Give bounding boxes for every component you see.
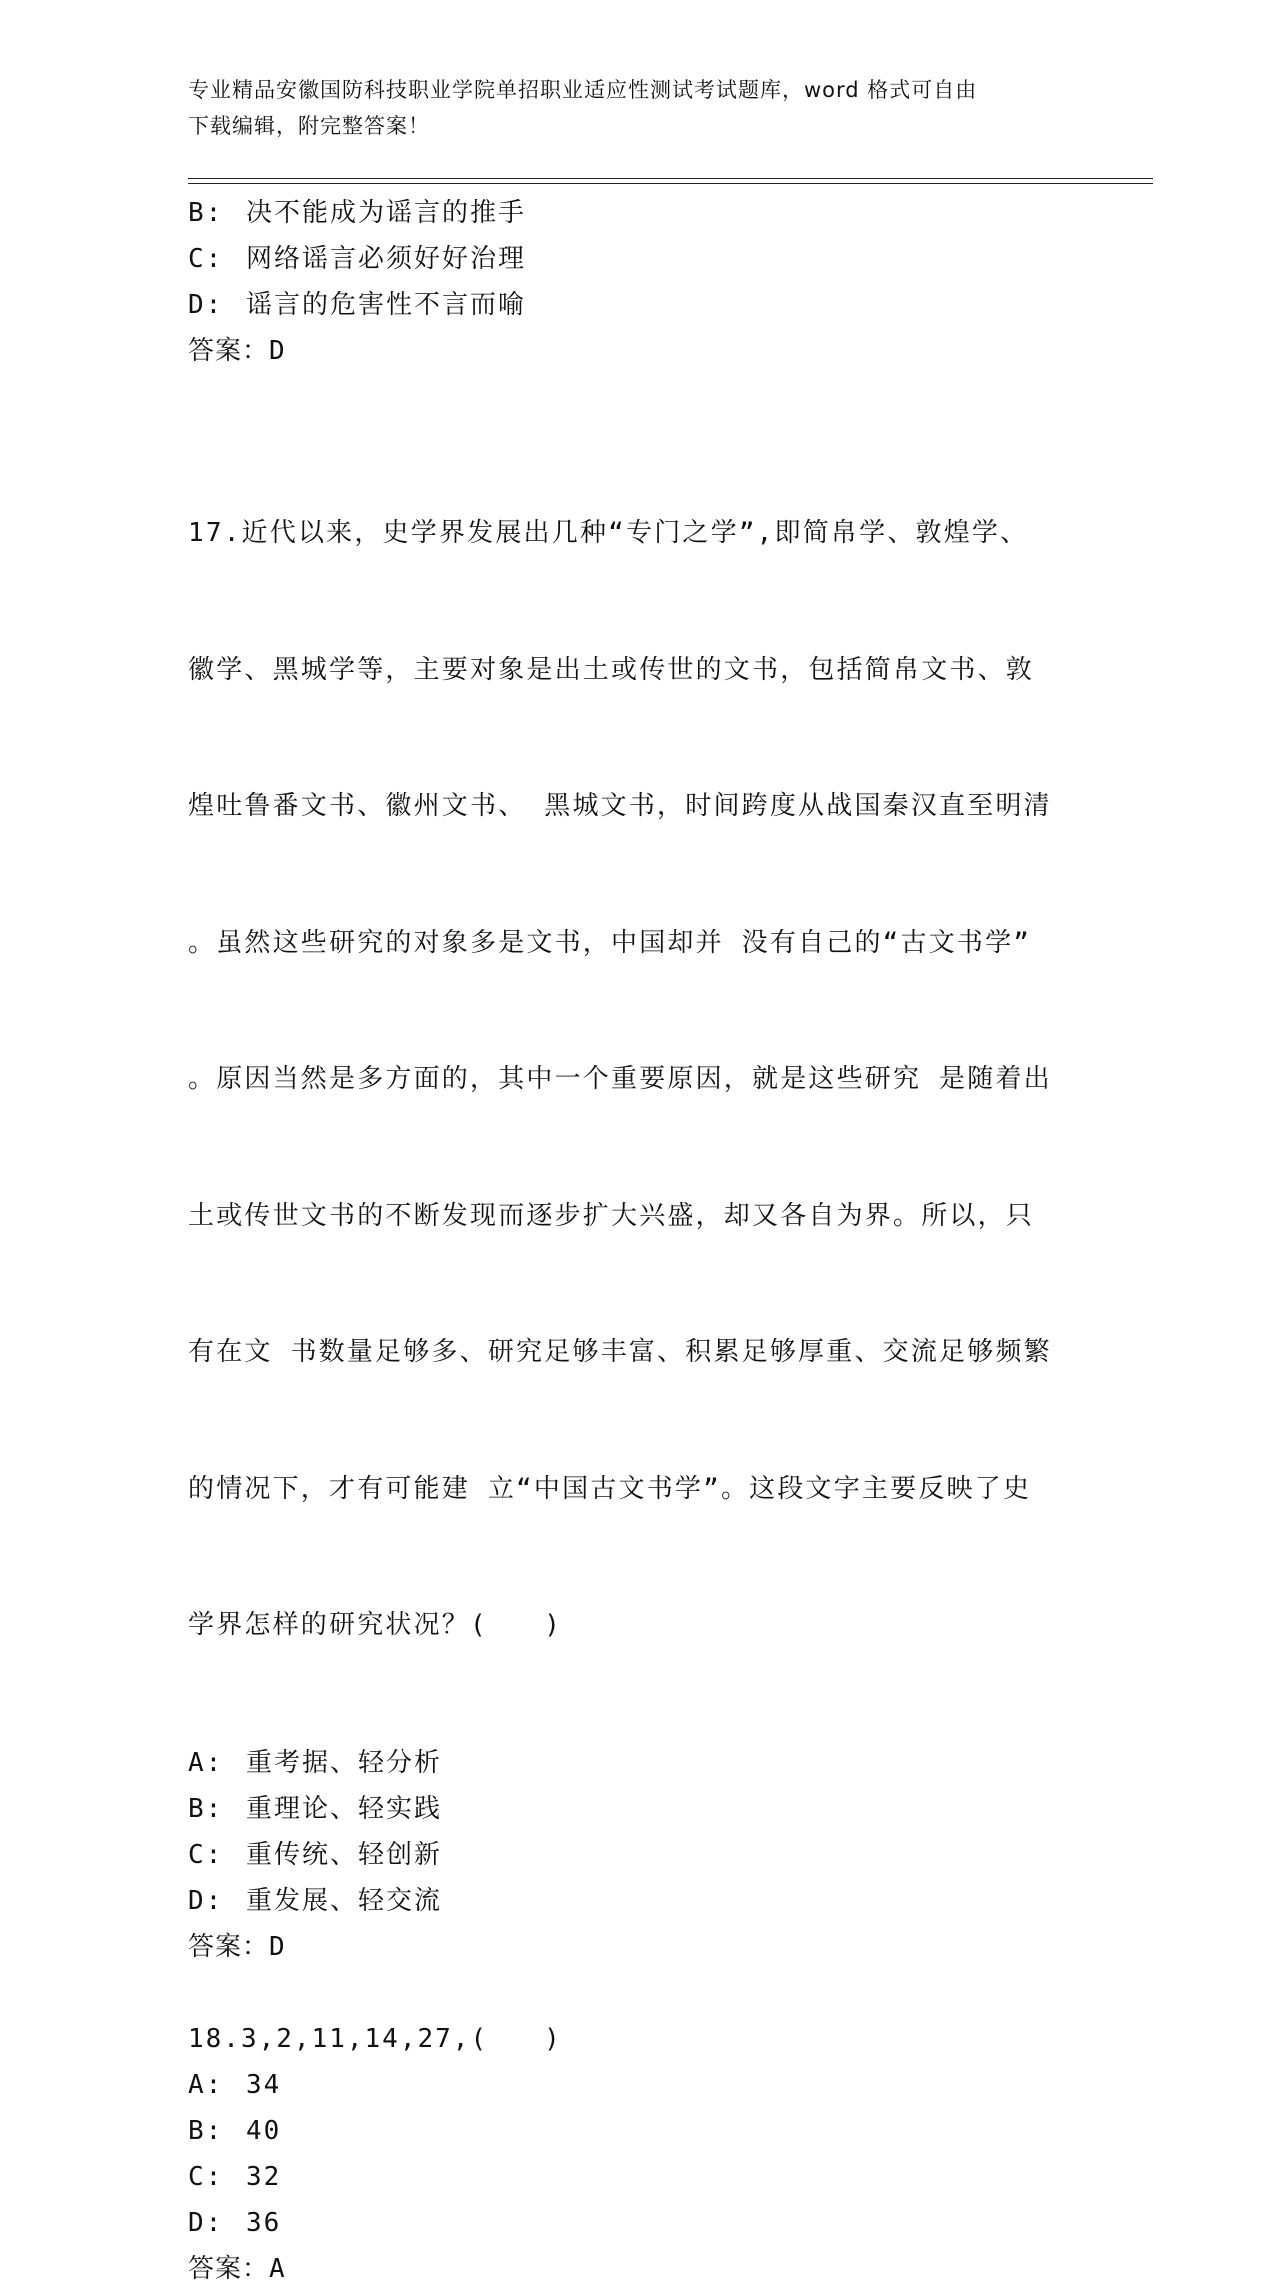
answer-line: 答案：A [188, 2253, 286, 2284]
option-a: A: 重考据、轻分析 [188, 1747, 443, 1778]
document-body [188, 190, 1088, 2292]
option-b: B: 重理论、轻实践 [188, 1793, 443, 1824]
option-a: A: 34 [188, 2069, 282, 2100]
answer-line: 答案：D [188, 336, 286, 366]
question-17-stem: 17.近代以来，史学界发展出几种“专门之学”,即简帛学、敦煌学、 徽学、黑城学等，主要对象是出土或传世的文书，包括简帛文书、敦 煌吐鲁番文书、徽州文书、 黑城文书，时间跨度从战国秦汉直至明清 。虽然这些研究的对象多是文书，中国却并 没有自己的“古文书学” 。原因当然是多方面的，其中一个重要原因，就是这些研究 是随着出 土或传世文书的不断发现而逐步扩大兴盛，却又各自为界。所以，只 有在文 书数量足够多、研究足够丰富、积累足够厚重、交流足够频繁 的情况下，才有可能建 立“中国古文书学”。这段文字主要反映了史 学界怎样的研究状况？( ) [188, 518, 1052, 1640]
option-c: C: 32 [188, 2161, 282, 2192]
option-b: B: 40 [188, 2115, 282, 2146]
option-c: C: 重传统、轻创新 [188, 1839, 443, 1870]
header-rule-bottom [188, 183, 1153, 184]
question-18-stem: 18.3,2,11,14,27,( ) [188, 2023, 562, 2054]
option-b: B: 决不能成为谣言的推手 [188, 198, 527, 228]
question-18 [188, 2016, 1088, 2292]
option-d: D: 36 [188, 2207, 282, 2238]
option-d: D: 谣言的危害性不言而喻 [188, 290, 527, 320]
question-17 [188, 420, 1088, 1970]
option-d: D: 重发展、轻交流 [188, 1885, 443, 1916]
document-header [188, 72, 1068, 144]
option-c: C: 网络谣言必须好好治理 [188, 244, 527, 274]
header-line-1: 专业精品安徽国防科技职业学院单招职业适应性测试考试题库，word 格式可自由 [188, 78, 978, 102]
answer-line: 答案：D [188, 1931, 286, 1962]
header-line-2: 下载编辑，附完整答案！ [188, 114, 430, 138]
header-rule-top [188, 178, 1153, 179]
prev-question [188, 190, 1088, 374]
